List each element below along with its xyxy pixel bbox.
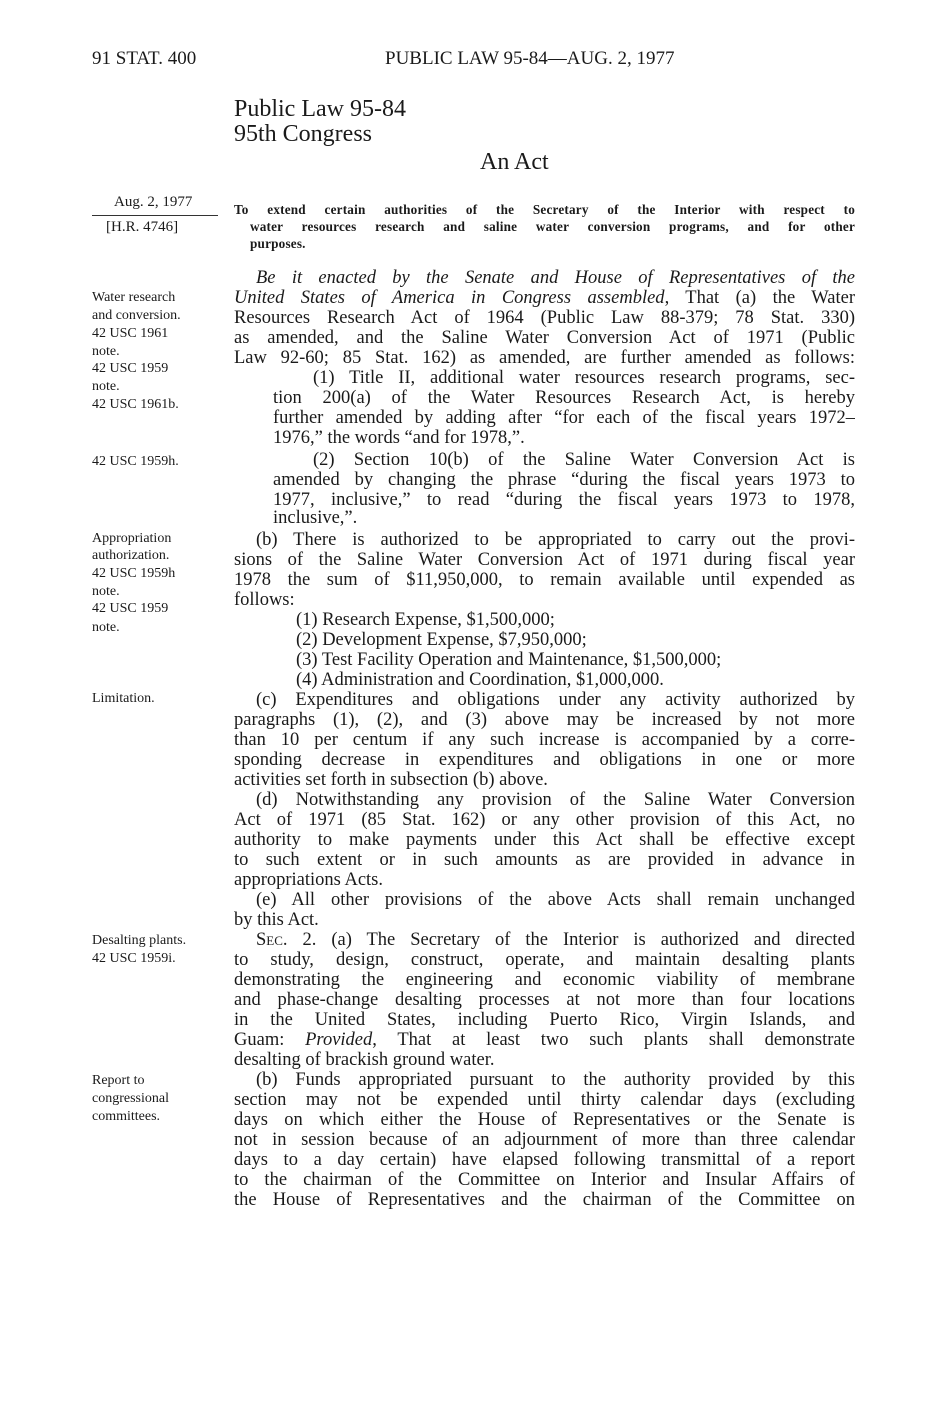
italic-text: Provided [305,1030,373,1050]
body-line [234,348,855,369]
text-segment: , That at least two such plants shall demonstrate [372,1030,855,1050]
law-number: Public Law 95-84 [234,96,406,122]
body-line [234,970,855,991]
margin-note: Water research [92,290,176,305]
page-number: 91 STAT. 400 [92,48,197,69]
text-segment: Guam: [234,1030,306,1050]
text-segment: (c) Expenditures and obligations under any activity authorized by [256,690,855,710]
text-segment: (3) Test Facility Operation and Maintenance, $1,500,000; [296,650,722,670]
text-segment: to such extent or in such amounts as are provided in advance in [234,850,855,870]
body-line [234,950,855,971]
body-line [234,750,855,771]
text-segment: as amended, and the Saline Water Conversion Act of 1971 (Public [234,328,855,348]
italic-text: United States of America in Congress assembled [234,288,665,308]
text-segment: (e) All other provisions of the above Acts shall remain unchanged [256,890,855,910]
margin-note: Appropriation [92,531,172,546]
purpose-line: purposes. [250,236,306,251]
margin-note: congressional [92,1091,169,1106]
text-segment: (b) There is authorized to be appropriated to carry out the provi- [256,530,855,550]
text-segment: 1978 the sum of $11,950,000, to remain available until expended as [234,570,855,590]
body-line [234,1030,855,1051]
body-line [234,870,855,891]
body-line [234,550,855,571]
margin-note: 42 USC 1959i. [92,951,176,966]
text-segment: sponding decrease in expenditures and obligations in one or more [234,750,855,770]
text-segment: in the United States, including Puerto Rico, Virgin Islands, and [234,1010,855,1030]
text-segment: Sec. [256,930,288,950]
body-line [234,810,855,831]
text-segment: , That (a) the Water [664,288,855,308]
text-segment: days to a day certain) have elapsed following transmittal of a report [234,1150,855,1170]
margin-note: 42 USC 1959h. [92,454,179,469]
text-segment: demonstrating the engineering and economic viability of membrane [234,970,855,990]
body-line [313,368,855,389]
body-line [234,1090,855,1111]
body-line [296,630,855,651]
body-line [234,1190,855,1211]
text-segment: (d) Notwithstanding any provision of the Saline Water Conversion [256,790,855,810]
body-line [273,408,855,429]
text-segment: desalting of brackish ground water. [234,1050,495,1070]
body-line [256,890,855,911]
text-segment: and phase-change desalting processes at not more than four locations [234,990,855,1010]
text-segment: further amended by adding after “for each of the fiscal years 1972– [273,408,855,428]
text-segment: section may not be expended until thirty calendar days (excluding [234,1090,855,1110]
italic-text: Be it enacted by the Senate and House of Representatives of the [256,268,855,288]
margin-note: 42 USC 1961b. [92,397,179,412]
body-line [234,1170,855,1191]
text-segment: tion 200(a) of the Water Resources Research Act, is hereby [273,388,855,408]
text-segment: the House of Representatives and the chairman of the Committee on [234,1190,855,1210]
text-segment: (2) Section 10(b) of the Saline Water Conversion Act is [313,450,855,470]
body-line [234,990,855,1011]
text-segment: authority to make payments under this Act shall be effective except [234,830,855,850]
body-line [234,910,855,931]
body-line [234,570,855,591]
margin-note: authorization. [92,548,170,563]
body-line [234,770,855,791]
margin-note: note. [92,620,120,635]
body-line [273,470,855,491]
text-segment: than 10 per centum if any such increase is accompanied by a corre- [234,730,855,750]
body-line [256,268,855,289]
text-segment: paragraphs (1), (2), and (3) above may be increased by not more [234,710,855,730]
text-segment: (4) Administration and Coordination, $1,000,000. [296,670,664,690]
body-line [234,590,855,611]
body-line [234,1110,855,1131]
text-segment: (1) Research Expense, $1,500,000; [296,610,555,630]
body-line [313,450,855,471]
text-segment: to study, design, construct, operate, and maintain desalting plants [234,950,855,970]
text-segment: appropriations Acts. [234,870,384,890]
body-line [296,650,855,671]
text-segment: (2) Development Expense, $7,950,000; [296,630,587,650]
margin-note: 42 USC 1959 [92,601,169,616]
margin-note: 42 USC 1959 [92,361,169,376]
body-line [296,670,855,691]
margin-note: note. [92,584,120,599]
body-line [234,1150,855,1171]
text-segment: not in session because of an adjournment of more than three calendar [234,1130,855,1150]
body-line [234,830,855,851]
purpose-line: water resources research and saline water conversion programs, and for other [250,219,855,234]
body-line [256,690,855,711]
text-segment: sions of the Saline Water Conversion Act of 1971 during fiscal year [234,550,855,570]
margin-note: and conversion. [92,308,181,323]
text-segment: 1977, inclusive,” to read “during the fiscal years 1973 to 1978, [273,490,855,510]
body-line [256,930,855,951]
text-segment: inclusive,”. [273,508,358,528]
purpose-line: To extend certain authorities of the Secretary of the Interior with respect to [234,202,855,217]
text-segment: follows: [234,590,295,610]
text-segment: by this Act. [234,910,319,930]
margin-note: note. [92,379,120,394]
text-segment: days on which either the House of Representatives or the Senate is [234,1110,855,1130]
margin-note: committees. [92,1109,161,1124]
margin-note: 42 USC 1959h [92,566,176,581]
text-segment: Law 92-60; 85 Stat. 162) as amended, are further amended as follows: [234,348,855,368]
act-heading: An Act [480,149,549,175]
text-segment: activities set forth in subsection (b) above. [234,770,548,790]
text-segment: to the chairman of the Committee on Interior and Insular Affairs of [234,1170,855,1190]
text-segment: Act of 1971 (85 Stat. 162) or any other provision of this Act, no [234,810,855,830]
margin-note: Desalting plants. [92,933,187,948]
margin-note: Report to [92,1073,145,1088]
body-line [234,1050,855,1071]
body-line [234,1010,855,1031]
body-line [256,1070,855,1091]
body-line [273,508,855,529]
body-line [234,1130,855,1151]
margin-note: Limitation. [92,691,155,706]
body-line [234,730,855,751]
body-line [296,610,855,631]
text-segment: 1976,” the words “and for 1978,”. [273,428,525,448]
margin-note: note. [92,344,120,359]
running-title: PUBLIC LAW 95-84—AUG. 2, 1977 [385,48,675,69]
text-segment: 2. (a) The Secretary of the Interior is authorized and directed [287,930,855,950]
congress: 95th Congress [234,121,372,147]
body-line [273,428,855,449]
body-line [234,288,855,309]
divider [92,215,218,216]
text-segment: amended by changing the phrase “during the fiscal years 1973 to [273,470,855,490]
body-line [256,790,855,811]
text-segment: (1) Title II, additional water resources research programs, sec- [313,368,855,388]
body-line [234,710,855,731]
body-line [273,388,855,409]
text-segment: (b) Funds appropriated pursuant to the authority provided by this [256,1070,855,1090]
body-line [234,308,855,329]
text-segment: Resources Research Act of 1964 (Public Law 88-379; 78 Stat. 330) [234,308,855,328]
bill-number: [H.R. 4746] [106,219,179,235]
body-line [256,530,855,551]
body-line [234,850,855,871]
margin-note: 42 USC 1961 [92,326,169,341]
body-line [234,328,855,349]
enactment-date: Aug. 2, 1977 [114,194,193,210]
